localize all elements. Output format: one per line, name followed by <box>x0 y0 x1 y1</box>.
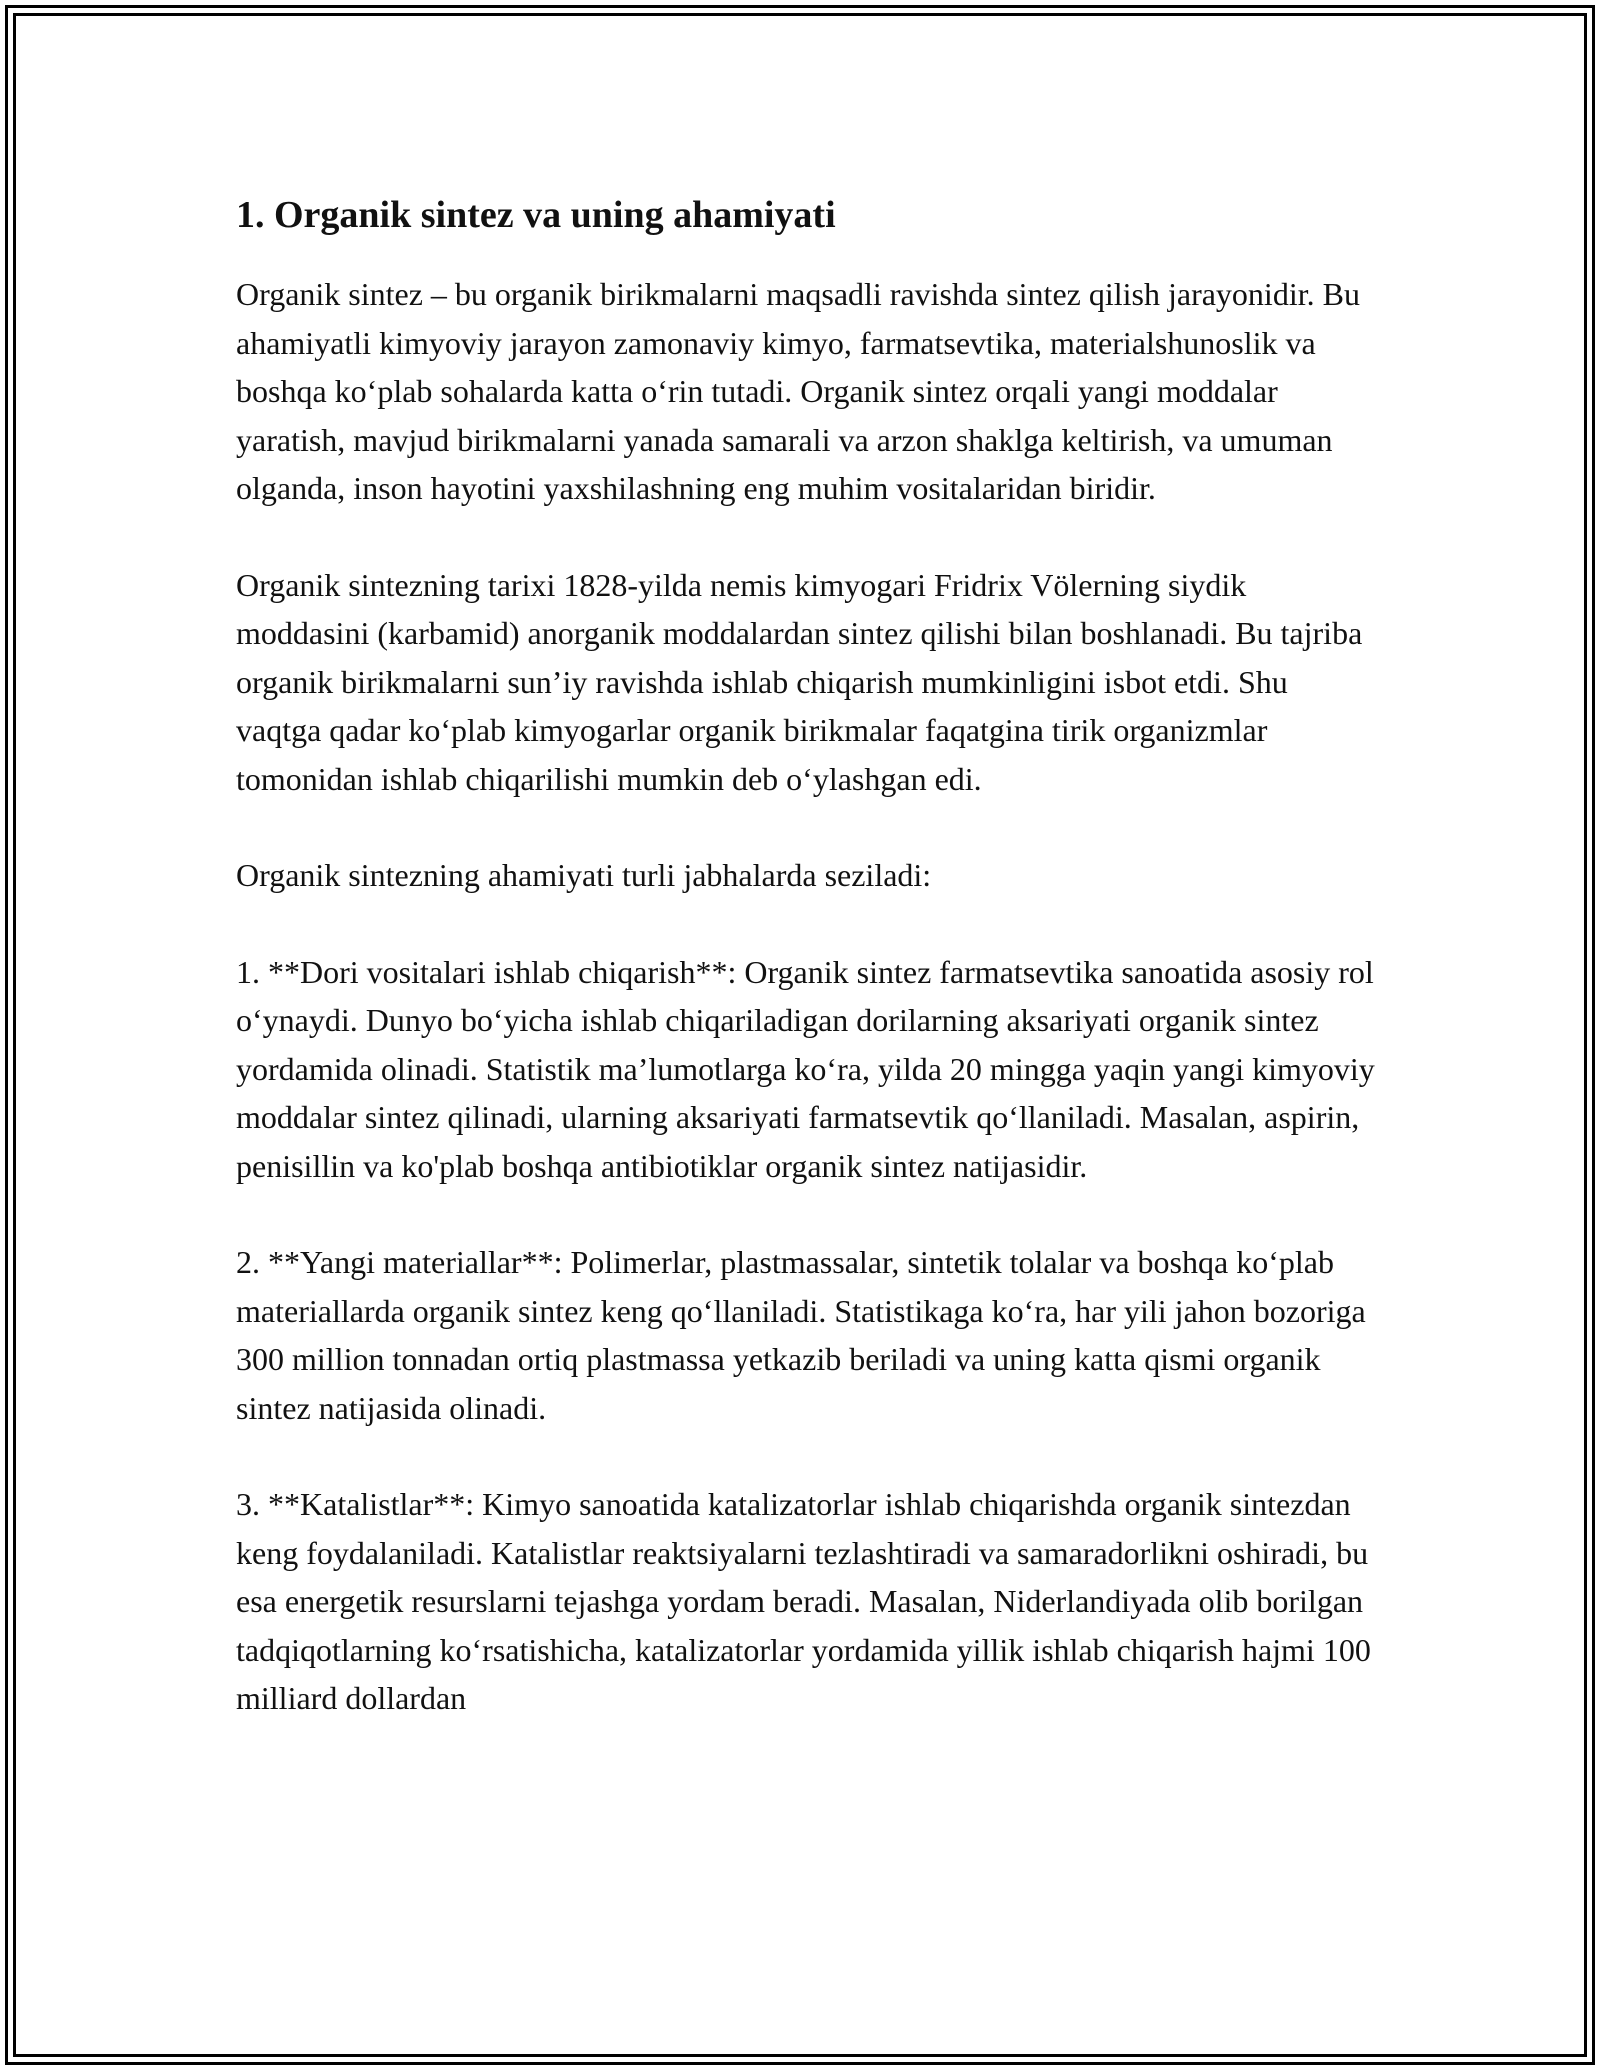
list-item-catalysts: 3. **Katalistlar**: Kimyo sanoatida katalizatorlar ishlab chiqarishda organik sintezdan keng foydalaniladi. Katalistlar reaktsiyalarni tezlashtiradi va samaradorlikni oshiradi, bu esa energetik resurslarni tejashga yordam beradi. Masalan, Niderlandiyada olib borilgan tadqiqotlarning koʻrsatishicha, katalizatorlar yordamida yillik ishlab chiqarish hajmi 100 milliard dollardan <box>236 1486 1371 1716</box>
paragraph-history: Organik sintezning tarixi 1828-yilda nemis kimyogari Fridrix Völerning siydik moddasini (karbamid) anorganik moddalardan sintez qilishi bilan boshlanadi. Bu tajriba organik birikmalarni sun’iy ravishda ishlab chiqarish mumkinligini isbot etdi. Shu vaqtga qadar koʻplab kimyogarlar organik birikmalar faqatgina tirik organizmlar tomonidan ishlab chiqarilishi mumkin deb oʻylashgan edi. <box>236 566 1363 797</box>
paragraph-importance-lead: Organik sintezning ahamiyati turli jabhalarda seziladi: <box>236 857 932 893</box>
paragraph-intro: Organik sintez – bu organik birikmalarni maqsadli ravishda sintez qilish jarayonidir. Bu ahamiyatli kimyoviy jarayon zamonaviy kimyo, farmatsevtika, materialshunoslik va boshqa koʻplab sohalarda katta oʻrin tutadi. Organik sintez orqali yangi moddalar yaratish, mavjud birikmalarni yanada samarali va arzon shaklga keltirish, va umuman olganda, inson hayotini yaxshilashning eng muhim vositalaridan biridir. <box>236 276 1360 506</box>
list-item-materials: 2. **Yangi materiallar**: Polimerlar, plastmassalar, sintetik tolalar va boshqa koʻplab materiallarda organik sintez keng qoʻllaniladi. Statistikaga koʻra, har yili jahon bozoriga 300 million tonnadan ortiq plastmassa yetkazib beriladi va uning katta qismi organik sintez natijasida olinadi. <box>236 1244 1366 1426</box>
list-item-medicines: 1. **Dori vositalari ishlab chiqarish**: Organik sintez farmatsevtika sanoatida asosiy rol oʻynaydi. Dunyo boʻyicha ishlab chiqariladigan dorilarning aksariyati organik sintez yordamida olinadi. Statistik ma’lumotlarga koʻra, yilda 20 mingga yaqin yangi kimyoviy moddalar sintez qilinadi, ularning aksariyati farmatsevtik qoʻllaniladi. Masalan, aspirin, penisillin va ko'plab boshqa antibiotiklar organik sintez natijasidir. <box>236 953 1375 1184</box>
section-heading: 1. Organik sintez va uning ahamiyati <box>236 194 836 236</box>
document-body <box>236 180 1376 1723</box>
